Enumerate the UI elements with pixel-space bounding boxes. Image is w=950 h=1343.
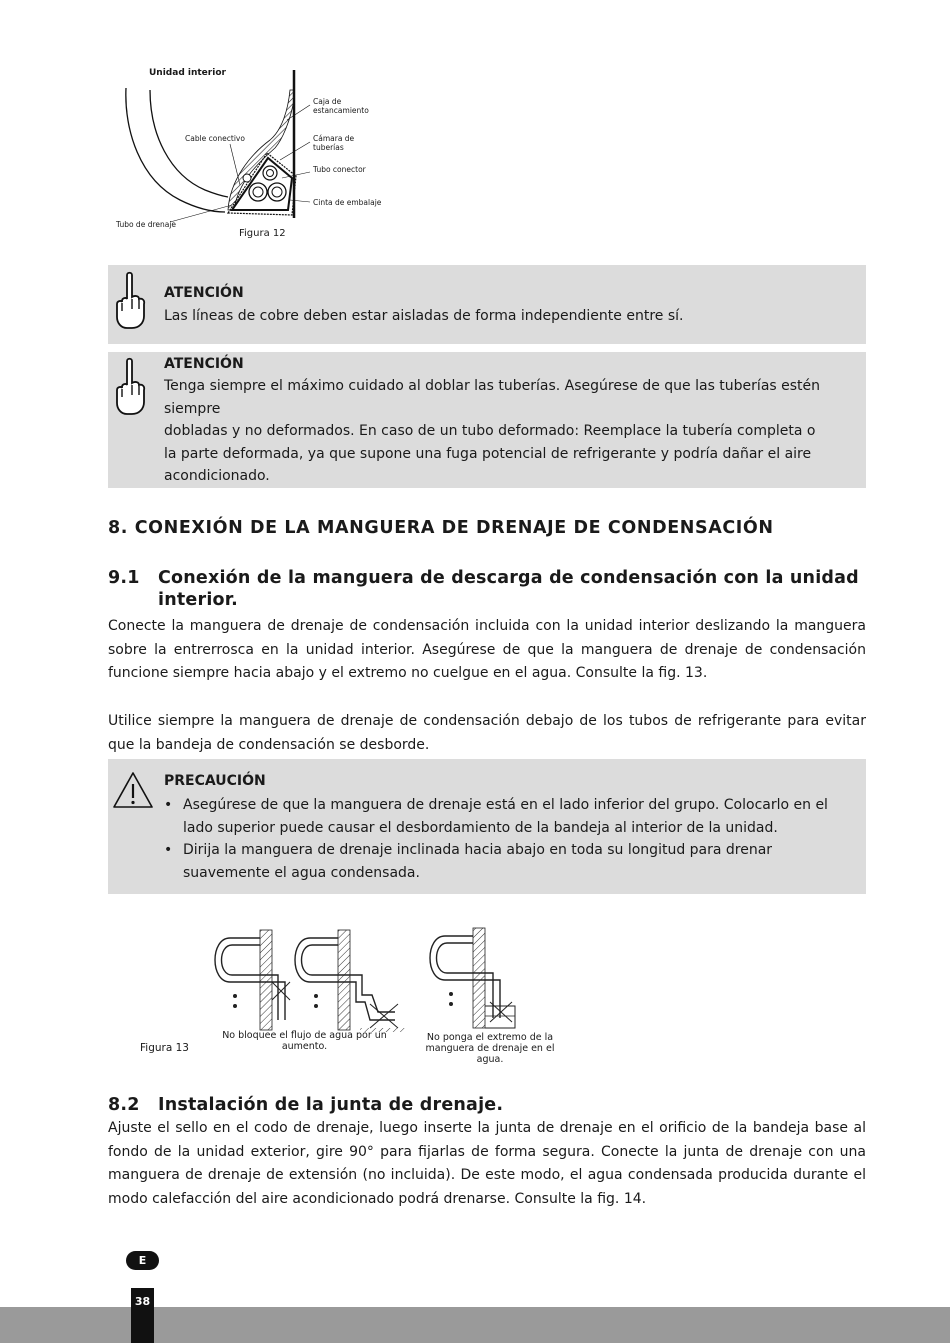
caution-box — [108, 759, 866, 894]
attention-box-1 — [108, 265, 866, 344]
label-tubo-conector: Tubo conector — [313, 165, 366, 174]
indoor-unit-diagram — [110, 60, 410, 245]
label-cinta-embalaje: Cinta de embalaje — [313, 198, 382, 207]
warning-triangle-icon — [112, 771, 154, 809]
section-8-2-title: Instalación de la junta de drenaje. — [158, 1095, 504, 1115]
pointing-hand-icon — [113, 357, 147, 417]
attention-box-2 — [108, 352, 866, 488]
section-9-1-number: 9.1 — [108, 568, 140, 588]
figure-13-note-1: No bloquee el flujo de agua por un aumento. — [222, 1030, 387, 1052]
pointing-hand-icon — [113, 271, 147, 331]
section-8-2-heading — [108, 1094, 503, 1116]
section-9-1-heading — [108, 567, 868, 611]
drain-hose-diagrams — [130, 920, 590, 1035]
section-9-1-title-line2: interior. — [158, 590, 238, 610]
figure-13-note-2: No ponga el extremo de la manguera de drenaje en el agua. — [425, 1032, 555, 1065]
section-8-2-number: 8.2 — [108, 1095, 140, 1115]
attention-2-text: Tenga siempre el máximo cuidado al doblar las tuberías. Asegúrese de que las tuberías estén siempre dobladas y no deformados. En caso de un tubo deformado: Reemplace la tubería completa o la parte deformada, ya que supone una fuga potencial de refrigerante y podría dañar el aire acondicionado. — [164, 378, 821, 484]
caution-bullet-2: • Dirija la manguera de drenaje inclinada hacia abajo en toda su longitud para drenar suavemente el agua condensada. — [164, 839, 836, 884]
figure-13-caption: Figura 13 — [140, 1042, 189, 1054]
caution-title: PRECAUCIÓN — [164, 773, 266, 789]
attention-2-title: ATENCIÓN — [164, 356, 244, 372]
label-caja-estancamiento: Caja de estancamiento — [313, 97, 369, 115]
label-camara-tuberias: Cámara de tuberías — [313, 134, 355, 152]
page-number: 38 — [131, 1288, 154, 1343]
caution-bullet-1: • Asegúrese de que la manguera de drenaje está en el lado inferior del grupo. Colocarlo en el lado superior puede causar el desbordamiento de la bandeja al interior de la unidad. — [164, 794, 836, 839]
figure-12-title: Unidad interior — [149, 68, 226, 78]
section-8-heading: 8. CONEXIÓN DE LA MANGUERA DE DRENAJE DE CONDENSACIÓN — [108, 518, 774, 538]
language-badge: E — [126, 1251, 159, 1270]
figure-12 — [110, 60, 410, 245]
section-8-2-paragraph: Ajuste el sello en el codo de drenaje, luego inserte la junta de drenaje en el orificio de la bandeja base al fondo de la unidad exterior, gire 90° para fijarlas de forma segura. Conecte la junta de drenaje con una manguera de drenaje de extensión (no incluida). De este modo, el agua condensada producida durante el modo calefacción del aire acondicionado podrá drenarse. Consulte la fig. 14. — [108, 1120, 866, 1208]
section-9-1-title-line1: Conexión de la manguera de descarga de condensación con la unidad — [158, 568, 859, 588]
label-cable-conectivo: Cable conectivo — [185, 134, 245, 143]
figure-13 — [130, 920, 590, 1065]
caution-bullet-list — [164, 794, 836, 884]
attention-1-title: ATENCIÓN — [164, 285, 244, 301]
attention-1-text: Las líneas de cobre deben estar aisladas de forma independiente entre sí. — [164, 308, 684, 324]
section-9-1-paragraph-2: Utilice siempre la manguera de drenaje de condensación debajo de los tubos de refrigerante para evitar que la bandeja de condensación se desborde. — [108, 713, 866, 753]
label-tubo-drenaje: Tubo de drenaje — [116, 220, 177, 229]
figure-12-caption: Figura 12 — [239, 228, 286, 239]
section-9-1-paragraph-1: Conecte la manguera de drenaje de condensación incluida con la unidad interior deslizando la manguera sobre la entrerrosca en la unidad interior. Asegúrese de que la manguera de drenaje de condensación funcione siempre hacia abajo y el extremo no cuelgue en el agua. Consulte la fig. 13. — [108, 618, 866, 682]
